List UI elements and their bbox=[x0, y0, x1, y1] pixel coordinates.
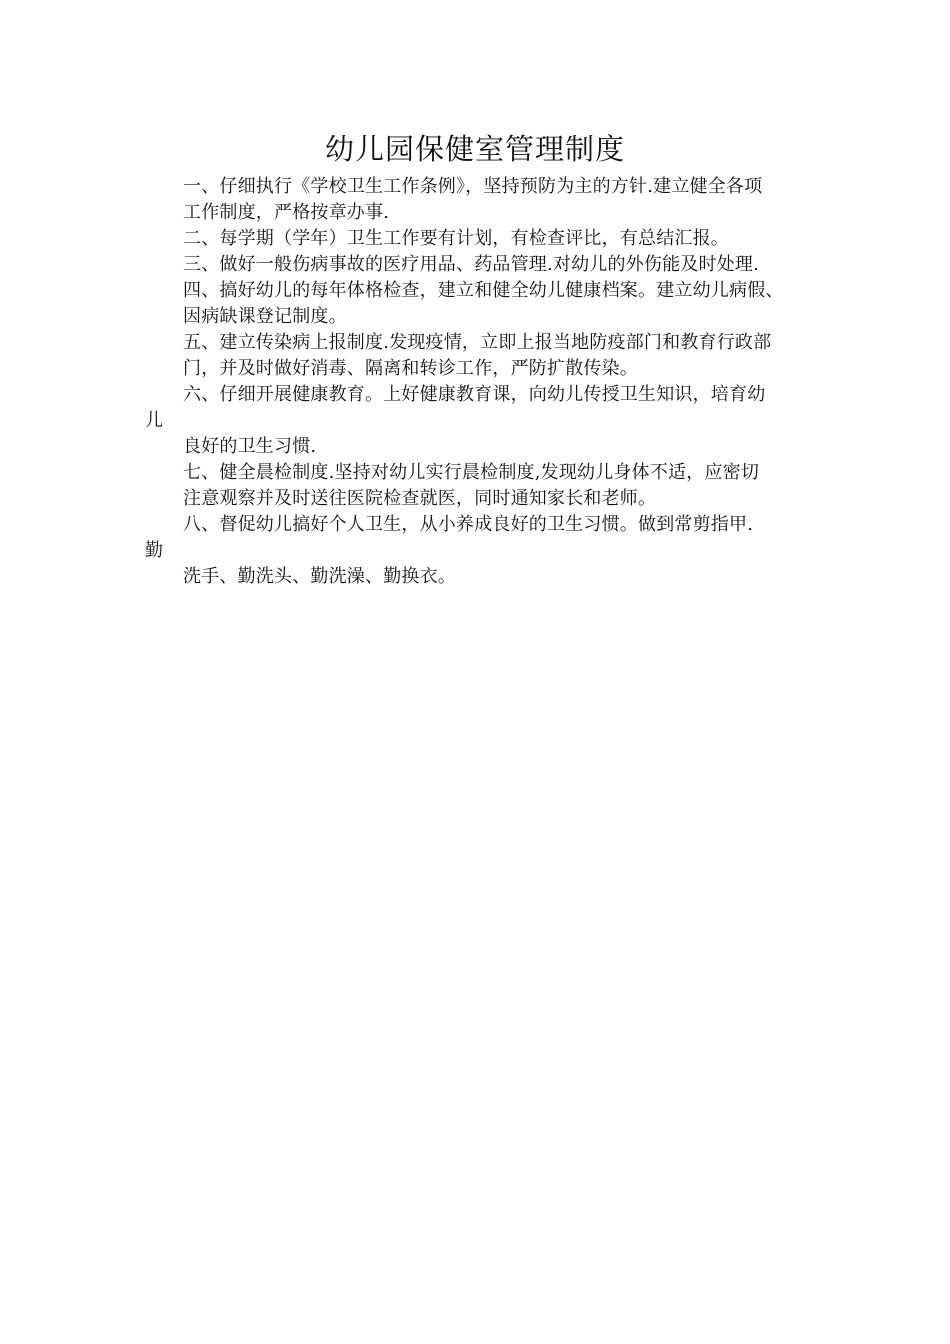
rule-8-line-3: 洗手、勤洗头、勤洗澡、勤换衣。 bbox=[183, 566, 456, 587]
rule-4-line-2: 因病缺课登记制度。 bbox=[183, 306, 347, 327]
rule-8-line-2: 勤 bbox=[145, 540, 164, 561]
rule-6-line-1: 六、仔细开展健康教育。上好健康教育课，向幼儿传授卫生知识，培育幼 bbox=[183, 384, 766, 405]
rule-4-line-1: 四、搞好幼儿的每年体格检查，建立和健全幼儿健康档案。建立幼儿病假、 bbox=[183, 280, 784, 301]
rule-7-line-1: 七、健全晨检制度.坚持对幼儿实行晨检制度,发现幼儿身体不适，应密切 bbox=[183, 462, 760, 483]
rule-5-line-1: 五、建立传染病上报制度.发现疫情，立即上报当地防疫部门和教育行政部 bbox=[183, 332, 772, 353]
rule-6-line-3: 良好的卫生习惯. bbox=[183, 436, 317, 457]
rule-1-line-1: 一、仔细执行《学校卫生工作条例》，坚持预防为主的方针.建立健全各项 bbox=[183, 176, 763, 197]
rule-3-line-1: 三、做好一般伤病事故的医疗用品、药品管理.对幼儿的外伤能及时处理. bbox=[183, 254, 760, 275]
rule-8-line-1: 八、督促幼儿搞好个人卫生，从小养成良好的卫生习惯。做到常剪指甲. bbox=[183, 514, 754, 535]
rule-5-line-2: 门，并及时做好消毒、隔离和转诊工作，严防扩散传染。 bbox=[183, 358, 638, 379]
rule-7-line-2: 注意观察并及时送往医院检查就医，同时通知家长和老师。 bbox=[183, 488, 657, 509]
rule-6-line-2: 儿 bbox=[145, 410, 164, 431]
rule-1-line-2: 工作制度，严格按章办事. bbox=[183, 202, 390, 223]
document-title: 幼儿园保健室管理制度 bbox=[324, 132, 625, 166]
rule-2-line-1: 二、每学期（学年）卫生工作要有计划，有检查评比，有总结汇报。 bbox=[183, 228, 729, 249]
